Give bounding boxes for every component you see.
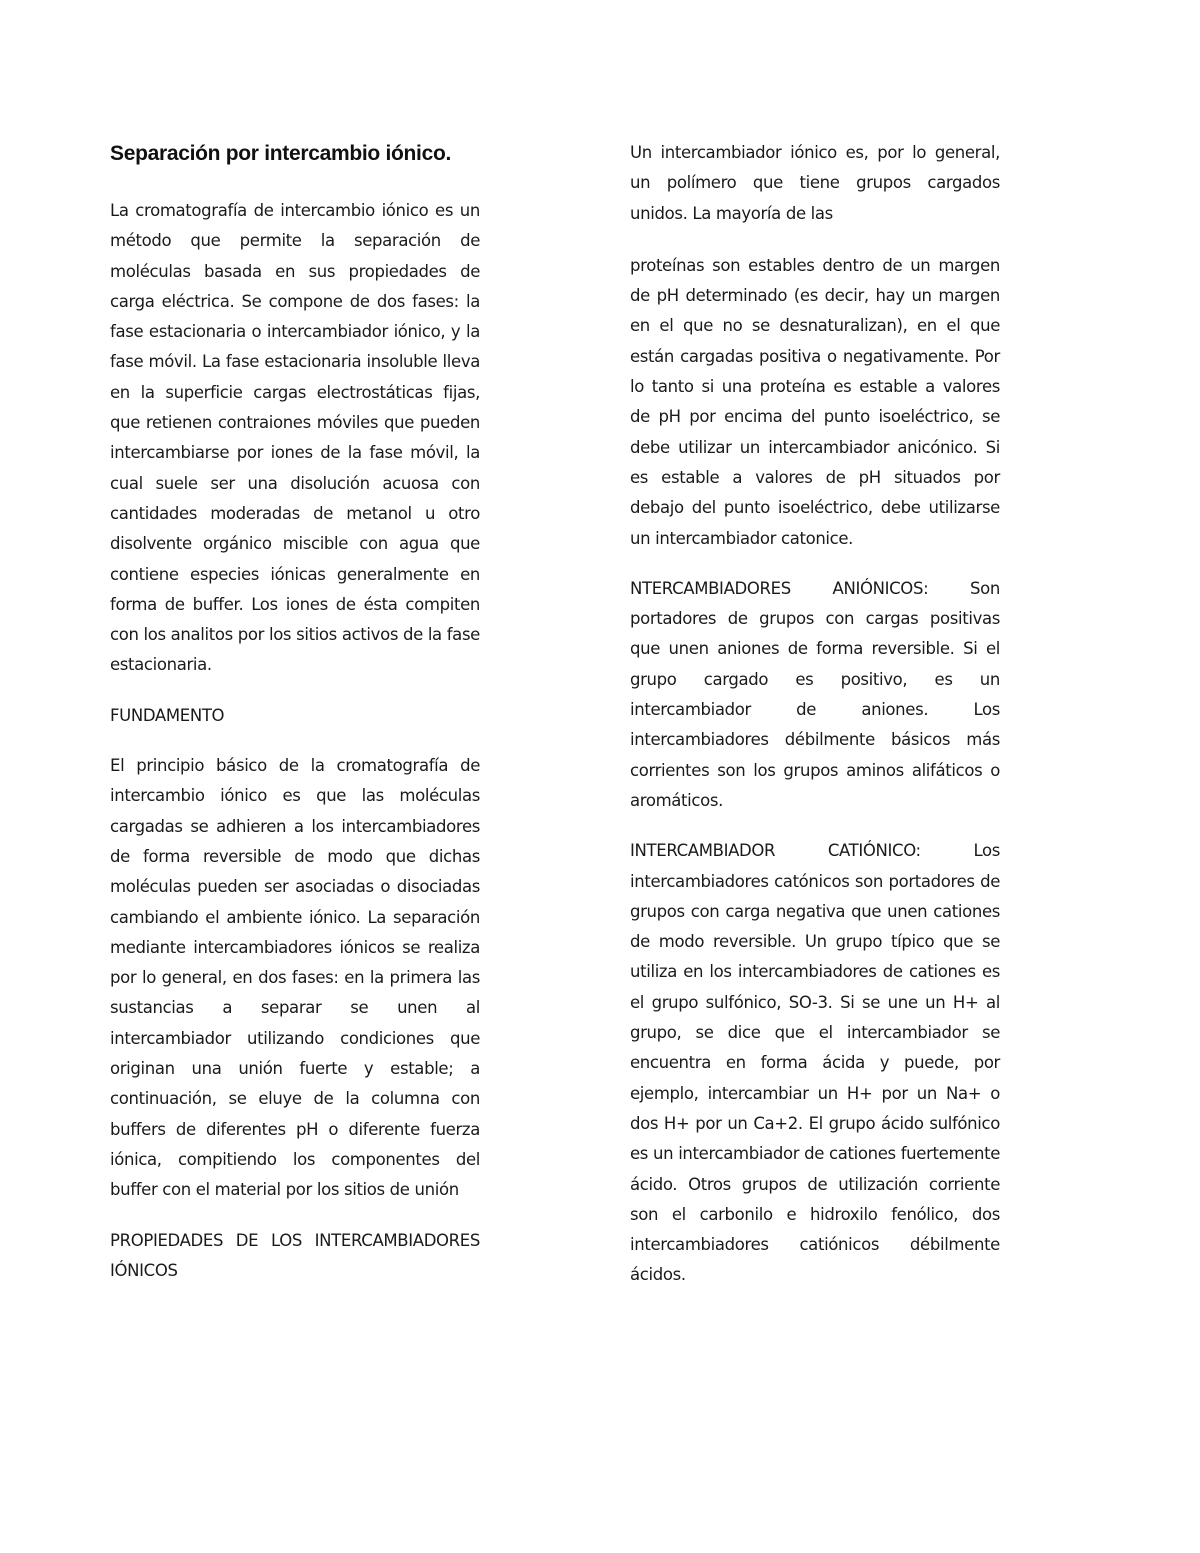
left-column bbox=[110, 138, 480, 1306]
anionic-exchangers-paragraph: NTERCAMBIADORES ANIÓNICOS: Son portadores de grupos con cargas positivas que unen aniones de forma reversible. Si el grupo cargado es positivo, es un intercambiador de aniones. Los intercambiadores débilmente básicos más corrientes son los grupos aminos alifáticos o aromáticos. bbox=[630, 578, 1000, 810]
cationic-exchanger-paragraph: INTERCAMBIADOR CATIÓNICO: Los intercambiadores catónicos son portadores de grupos con carga negativa que unen cationes de modo reversible. Un grupo típico que se utiliza en los intercambiadores de cationes es el grupo sulfónico, SO-3. Si se une un H+ al grupo, se dice que el intercambiador se encuentra en forma ácida y puede, por ejemplo, intercambiar un H+ por un Na+ o dos H+ por un Ca+2. El grupo ácido sulfónico es un intercambiador de cationes fuertemente ácido. Otros grupos de utilización corriente son el carbonilo e hidroxilo fenólico, dos intercambiadores catiónicos débilmente ácidos. bbox=[630, 841, 1000, 1285]
polymer-paragraph: Un intercambiador iónico es, por lo general, un polímero que tiene grupos cargados unidos. La mayoría de las bbox=[630, 143, 1000, 223]
fundamento-paragraph: El principio básico de la cromatografía de intercambio iónico es que las moléculas cargadas se adhieren a los intercambiadores de forma reversible de modo que dichas moléculas pueden ser asociadas o disociadas cambiando el ambiente iónico. La separación mediante intercambiadores iónicos se realiza por lo general, en dos fases: en la primera las sustancias a separar se unen al intercambiador utilizando condiciones que originan una unión fuerte y estable; a continuación, se eluye de la columna con buffers de diferentes pH o diferente fuerza iónica, compitiendo los componentes del buffer con el material por los sitios de unión bbox=[110, 756, 480, 1200]
document-title: Separación por intercambio iónico. bbox=[110, 142, 452, 165]
propiedades-heading: PROPIEDADES DE LOS INTERCAMBIADORES IÓNICOS bbox=[110, 1230, 480, 1280]
intro-paragraph: La cromatografía de intercambio iónico es un método que permite la separación de moléculas basada en sus propiedades de carga eléctrica. Se compone de dos fases: la fase estacionaria o intercambiador iónico, y la fase móvil. La fase estacionaria insoluble lleva en la superficie cargas electrostáticas fijas, que retienen contraiones móviles que pueden intercambiarse por iones de la fase móvil, la cual suele ser una disolución acuosa con cantidades moderadas de metanol u otro disolvente orgánico miscible con agua que contiene especies iónicas generalmente en forma de buffer. Los iones de ésta compiten con los analitos por los sitios activos de la fase estacionaria. bbox=[110, 201, 480, 675]
proteins-paragraph: proteínas son estables dentro de un margen de pH determinado (es decir, hay un margen en el que no se desnaturalizan), en el que están cargadas positiva o negativamente. Por lo tanto si una proteína es estable a valores de pH por encima del punto isoeléctrico, se debe utilizar un intercambiador anicónico. Si es estable a valores de pH situados por debajo del punto isoeléctrico, debe utilizarse un intercambiador catonice. bbox=[630, 255, 1000, 548]
fundamento-heading: FUNDAMENTO bbox=[110, 705, 225, 725]
right-column bbox=[630, 138, 1000, 1311]
